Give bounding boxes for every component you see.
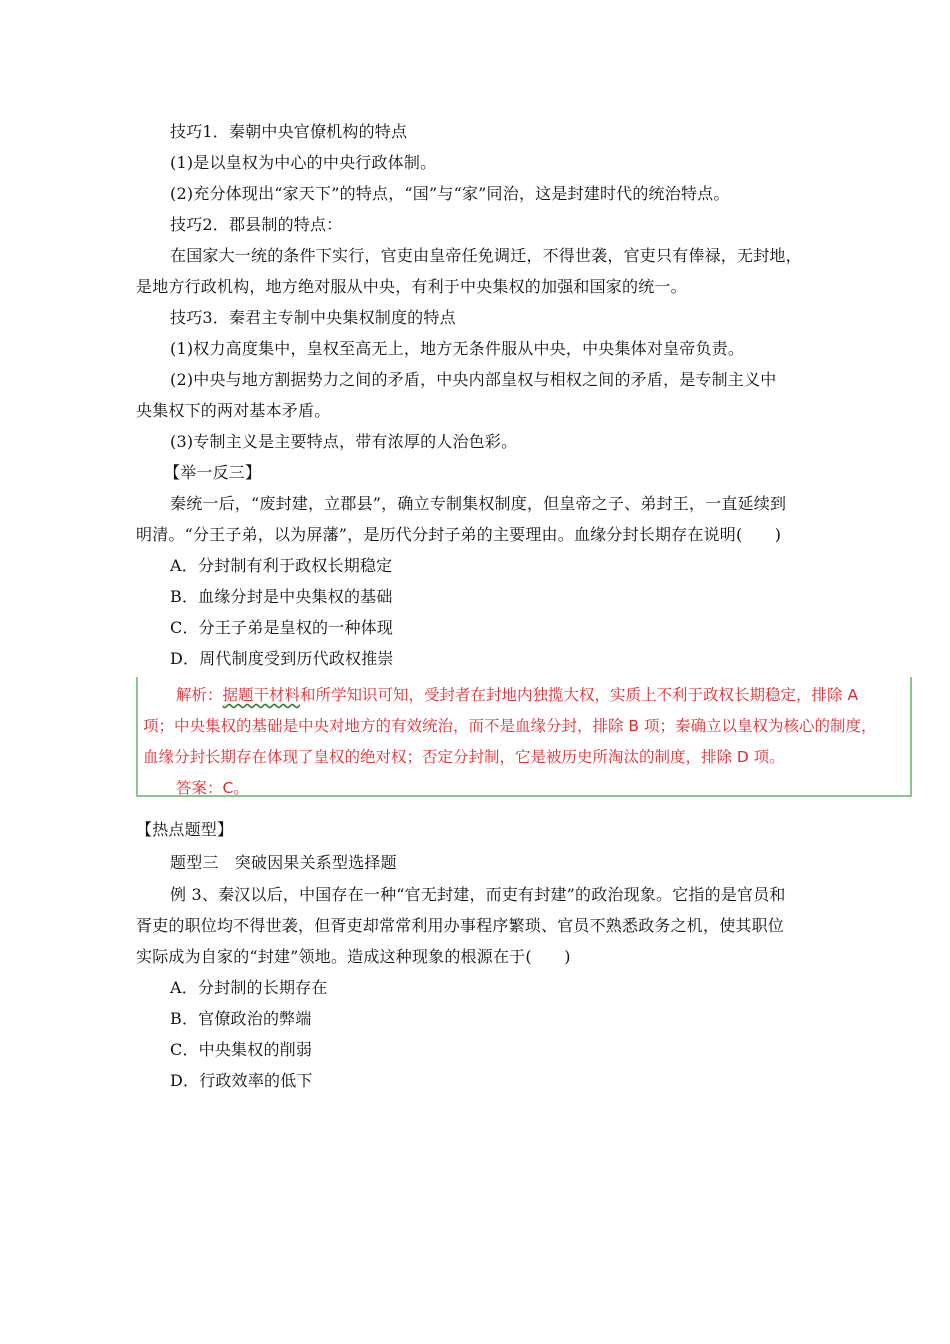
analysis-line2: 项；中央集权的基础是中央对地方的有效统治，而不是血缘分封，排除 B 项；秦确立以皇权为核心的制度， [143,717,877,735]
hotspot-option-a: A．分封制的长期存在 [170,978,328,997]
tip3-point3: (3)专制主义是主要特点，带有浓厚的人治色彩。 [170,432,518,451]
tip1-point2: (2)充分体现出“家天下”的特点，“国”与“家”同治，这是封建时代的统治特点。 [170,184,730,203]
tip2-paragraph-line1: 在国家大一统的条件下实行，官吏由皇帝任免调迁，不得世袭，官吏只有俸禄，无封地， [170,246,802,265]
tip3-point2-line1: (2)中央与地方割据势力之间的矛盾，中央内部皇权与相权之间的矛盾，是专制主义中 [170,370,777,389]
analysis-wavy-phrase: 据题干材料 [222,686,301,704]
example-question-line2: 明清。“分王子弟，以为屏藩”，是历代分封子弟的主要理由。血缘分封长期存在说明( ) [136,525,782,544]
example-option-b: B．血缘分封是中央集权的基础 [170,587,393,606]
hotspot-question-line1: 例 3、秦汉以后，中国存在一种“官无封建，而吏有封建”的政治现象。它指的是官员和 [170,885,786,904]
example-question-line1: 秦统一后，“废封建，立郡县”，确立专制集权制度，但皇帝之子、弟封王，一直延续到 [170,494,787,513]
hotspot-question-line2: 胥吏的职位均不得世袭，但胥吏却常常利用办事程序繁琐、官员不熟悉政务之机，使其职位 [136,916,785,935]
analysis-line1-rest: 和所学知识可知，受封者在封地内独揽大权，实质上不利于政权长期稳定，排除 A [300,686,859,704]
hotspot-option-c: C．中央集权的削弱 [170,1040,313,1059]
analysis-line3: 血缘分封长期存在体现了皇权的绝对权；否定分封制，它是被历史所淘汰的制度，排除 D 项。 [143,748,785,766]
hotspot-heading: 【热点题型】 [136,820,234,839]
tip1-point1: (1)是以皇权为中心的中央行政体制。 [170,153,437,172]
tip3-point2-line2: 央集权下的两对基本矛盾。 [136,401,331,420]
tip3-point1: (1)权力高度集中，皇权至高无上，地方无条件服从中央，中央集体对皇帝负责。 [170,339,745,358]
analysis-answer: 答案：C。 [176,779,249,797]
hotspot-type-title: 题型三 突破因果关系型选择题 [170,853,397,872]
analysis-line1 [176,684,858,706]
tip2-title: 技巧2．郡县制的特点： [170,215,343,234]
analysis-label: 解析： [176,686,223,704]
example-option-a: A．分封制有利于政权长期稳定 [170,556,393,575]
example-heading: 【举一反三】 [164,463,262,482]
hotspot-question-line3: 实际成为自家的“封建”领地。造成这种现象的根源在于( ) [136,947,571,966]
example-option-d: D．周代制度受到历代政权推崇 [170,649,394,668]
hotspot-option-d: D．行政效率的低下 [170,1071,313,1090]
tip1-title: 技巧1．秦朝中央官僚机构的特点 [170,122,408,141]
tip3-title: 技巧3．秦君主专制中央集权制度的特点 [170,308,456,327]
tip2-paragraph-line2: 是地方行政机构，地方绝对服从中央，有利于中央集权的加强和国家的统一。 [136,277,687,296]
example-option-c: C．分王子弟是皇权的一种体现 [170,618,394,637]
hotspot-option-b: B．官僚政治的弊端 [170,1009,312,1028]
